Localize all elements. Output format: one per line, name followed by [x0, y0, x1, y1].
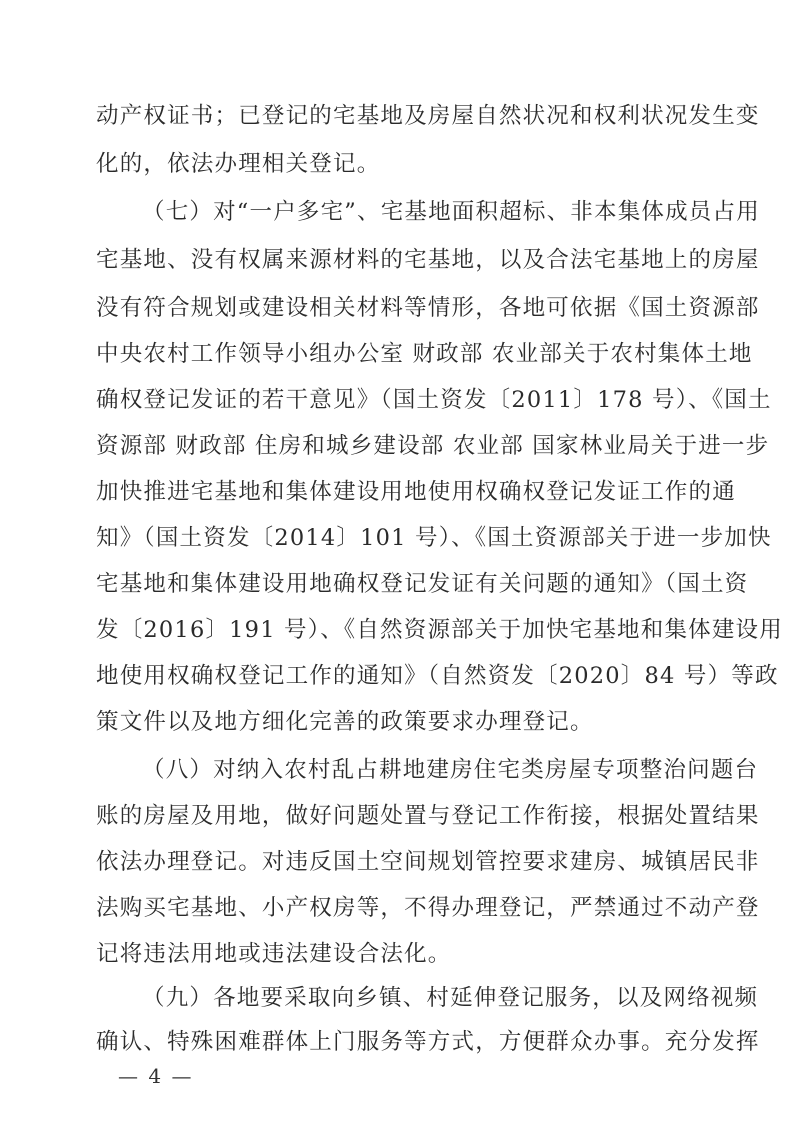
body-text-line: （八）对纳入农村乱占耕地建房住宅类房屋专项整治问题台 — [142, 757, 759, 783]
body-text-line: 知》（国土资发〔2014〕101 号）、《国土资源部关于进一步加快 — [96, 525, 772, 551]
body-text-line: 资源部 财政部 住房和城乡建设部 农业部 国家林业局关于进一步 — [96, 433, 770, 459]
body-text-line: （七）对“一户多宅”、宅基地面积超标、非本集体成员占用 — [142, 199, 760, 225]
page-number: — 4 — — [118, 1064, 194, 1088]
body-text-line: 中央农村工作领导小组办公室 财政部 农业部关于农村集体土地 — [96, 341, 753, 367]
body-text-line: 发〔2016〕191 号）、《自然资源部关于加快宅基地和集体建设用 — [96, 617, 783, 643]
body-text-line: 宅基地和集体建设用地确权登记发证有关问题的通知》（国土资 — [96, 571, 749, 597]
body-text-line: 确权登记发证的若干意见》（国土资发〔2011〕178 号）、《国土 — [96, 387, 772, 413]
body-text-line: 依法办理登记。对违反国土空间规划管控要求建房、城镇居民非 — [96, 849, 760, 875]
body-text-line: 地使用权确权登记工作的通知》（自然资发〔2020〕84 号）等政 — [96, 663, 779, 689]
body-text-line: 账的房屋及用地，做好问题处置与登记工作衔接，根据处置结果 — [96, 803, 760, 829]
body-text-line: 化的，依法办理相关登记。 — [96, 151, 381, 177]
body-text-line: 没有符合规划或建设相关材料等情形，各地可依据《国土资源部 — [96, 295, 760, 321]
body-text-line: 加快推进宅基地和集体建设用地使用权确权登记发证工作的通 — [96, 479, 736, 505]
body-text-line: 记将违法用地或违法建设合法化。 — [96, 941, 452, 967]
body-text-line: 法购买宅基地、小产权房等，不得办理登记，严禁通过不动产登 — [96, 895, 760, 921]
body-text-line: 确认、特殊困难群体上门服务等方式，方便群众办事。充分发挥 — [96, 1029, 760, 1055]
body-text-line: 策文件以及地方细化完善的政策要求办理登记。 — [96, 709, 594, 735]
body-text-line: （九）各地要采取向乡镇、村延伸登记服务，以及网络视频 — [142, 985, 759, 1011]
body-text-line: 动产权证书；已登记的宅基地及房屋自然状况和权利状况发生变 — [96, 103, 760, 129]
body-text-line: 宅基地、没有权属来源材料的宅基地，以及合法宅基地上的房屋 — [96, 247, 760, 273]
